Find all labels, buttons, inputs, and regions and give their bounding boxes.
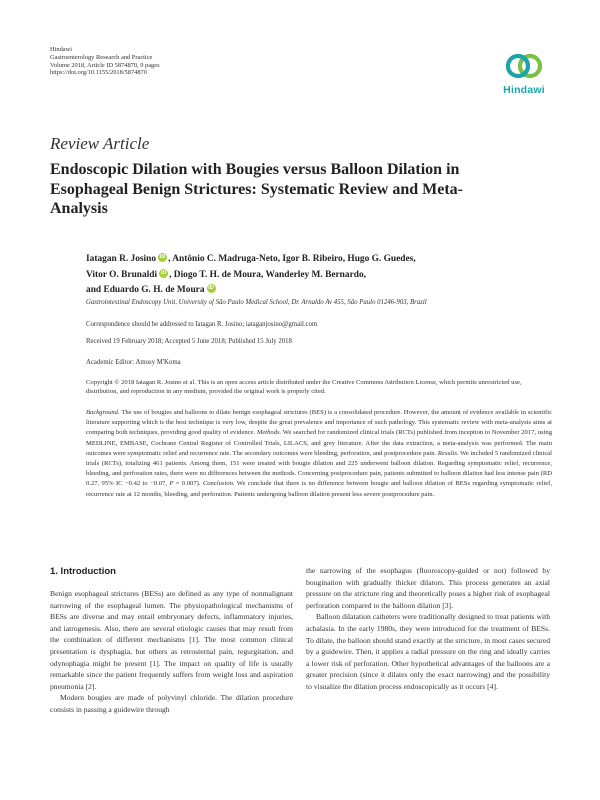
abstract-background-label: Background. — [86, 409, 120, 416]
orcid-icon[interactable]: iD — [160, 269, 167, 276]
author-names: and Eduardo G. H. de Moura — [86, 285, 205, 295]
paragraph: the narrowing of the esophagus (fluoroscopy-guided or not) followed by bougination with gradually thicker dilators. This process generates an axial pressure on the stricture ring and theoretically poses a higher risk of esophageal perforation compared to the balloon dilation [3]. — [306, 566, 550, 610]
affiliation: Gastrointestinal Endoscopy Unit, University of São Paulo Medical School, Dr. Arnaldo Av 455, São Paulo 01246-903, Brazil — [86, 299, 427, 306]
orcid-icon[interactable]: iD — [208, 285, 214, 292]
abstract-results-label: Results. — [437, 449, 459, 457]
correspondence: Correspondence should be addressed to Iatagan R. Josino; iataganjosino@gmail.com — [86, 321, 318, 328]
doi-link[interactable]: https://doi.org/10.1155/2018/5874870 — [50, 69, 147, 77]
academic-editor: Academic Editor: Amosy M'Koma — [86, 359, 181, 366]
abstract-results-end: = 0.007). — [173, 480, 203, 488]
orcid-icon[interactable]: iD — [159, 254, 166, 261]
abstract-conclusion: We conclude that there is no difference between bougie and balloon dilation of BESs regarding symptomatic relief, recurrence rate at 12 months, bleeding, and perforation. Patients undergoing balloon dilation present less severe postprocedure pain. — [86, 480, 552, 498]
paragraph: Benign esophageal strictures (BESs) are defined as any type of nonmalignant narrowing of the esophageal lumen. The physiopathological mechanisms of BESs are diverse and may entail embryonary defects, inflammatory injuries, and iatrogenesis. Also, there are several etiologic causes that may result from the combination of different mechanisms [1]. The most common clinical presentation is dysphagia, but others as retrosternal pain, regurgitation, and odynophagia might be present [1]. The impact on quality of life is usually remarkable since the patient frequently suffers from weight loss and aspiration pneumonia [2]. — [50, 589, 293, 691]
author-names: , Diogo T. H. de Moura, Wanderley M. Bernardo, — [169, 269, 366, 280]
hindawi-logo[interactable] — [494, 50, 554, 96]
volume-info: Volume 2018, Article ID 5874870, 9 pages — [50, 61, 160, 69]
hindawi-rings-icon — [505, 50, 543, 82]
journal-info — [50, 46, 160, 77]
p-value-label: P — [169, 480, 174, 488]
journal-name: Gastroenterology Research and Practice — [50, 53, 153, 61]
copyright-notice: Copyright © 2018 Iatagan R. Josino et al. This is an open access article distributed under the Creative Commons Attribution License, which permits unrestricted use, distribution, and reproduction in any medium, provided the original work is properly cited. — [86, 379, 522, 395]
abstract — [86, 408, 552, 500]
abstract-methods-label: Methods. — [256, 429, 282, 437]
article-type: Review Article — [50, 134, 150, 153]
author-list — [86, 252, 546, 299]
section-heading: 1. Introduction — [50, 566, 116, 577]
author-name[interactable]: Vitor O. Brunaldi — [86, 269, 158, 280]
right-column — [306, 565, 550, 693]
paragraph: Balloon dilatation catheters were traditionally designed to treat patients with achalasia. In the early 1980s, they were introduced for the treatment of BESs. To dilate, the balloon should stand exactly at the stricture, in most cases secured by a guidewire. Then, it applies a radial pressure on the ring and ideally carries a lower risk of perforation. Other hypothetical advantages of the balloons are a greater precision (since it dilates only the exact narrowing) and the possibility to visualize the dilation process endoscopically as it occurs [4]. — [306, 612, 550, 691]
author-names: , Antônio C. Madruga-Neto, Igor B. Ribeiro, Hugo G. Guedes, — [168, 254, 416, 264]
publication-dates: Received 19 February 2018; Accepted 5 June 2018; Published 15 July 2018 — [86, 338, 292, 345]
abstract-results: We included 5 randomized clinical trials (RCTs), totalizing 461 patients. Among them, 151 were treated with bougie dilation and 225 underwent balloon dilation. Regarding symptomatic relief, recurrence, bleeding, and perforation rates, there were no differences between the methods. Concerning postprocedure pain, patients submitted to balloon dilation had less intense pain (RD 0.27, 95% IC −0.42 to −0.07, — [86, 449, 552, 488]
abstract-background: The use of bougies and balloons to dilate benign esophageal strictures (BES) is a consolidated procedure. However, the amount of evidence available in scientific literature supporting which is the best technique is very low, despite the great prevalence and importance of such pathology. This systematic review with meta-analysis aims at comparing both techniques, providing good quality of evidence. — [86, 409, 552, 437]
abstract-conclusion-label: Conclusion. — [202, 480, 235, 488]
article-title: Endoscopic Dilation with Bougies versus Balloon Dilation in Esophageal Benign Strictures: Systematic Review and Meta-Analysis — [50, 161, 463, 217]
paragraph: Modern bougies are made of polyvinyl chloride. The dilation procedure consists in passing a guidewire through — [50, 693, 293, 714]
left-column — [50, 588, 293, 716]
author-name[interactable]: Iatagan R. Josino — [86, 254, 157, 264]
abstract-methods: We searched for randomized clinical trials (RCTs) published from inception to November 2017, using MEDLINE, EMBASE, Cochrane Central Register of Controlled Trials, LILACS, and grey literature. After the data extraction, a meta-analysis was performed. The main outcomes were symptomatic relief and recurrence rate. The secondary outcomes were bleeding, perforation, and postprocedure pain. — [86, 429, 552, 457]
publisher-name: Hindawi — [50, 46, 73, 53]
logo-text: Hindawi — [503, 84, 545, 96]
